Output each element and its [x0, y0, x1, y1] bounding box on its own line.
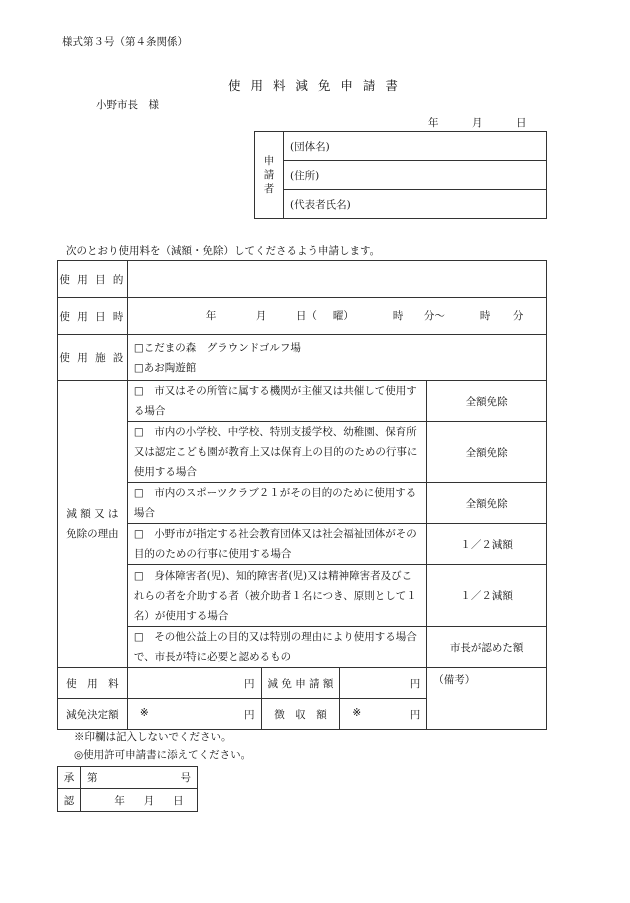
- addressee: 小野市長 様: [96, 99, 159, 111]
- exemption-amount-yen: 円: [409, 677, 421, 690]
- page-title: 使 用 料 減 免 申 請 書: [228, 78, 401, 93]
- dt-month: 月: [255, 310, 267, 322]
- approval-label-2: 認: [58, 789, 81, 812]
- decided-amount-mark: ※: [139, 706, 149, 719]
- collection-yen: 円: [409, 708, 421, 721]
- reason-item-4[interactable]: □ 小野市が指定する社会教育団体又は社会福祉団体がその目的のための行事に使用する場合: [127, 524, 426, 565]
- approval-day: 日: [173, 794, 184, 807]
- reason-label-line1: 減 額 又 は: [66, 508, 119, 520]
- approval-table: [57, 766, 198, 812]
- address-label: (住所): [290, 169, 320, 182]
- approval-no-prefix: 第: [87, 772, 98, 784]
- representative-field[interactable]: [284, 190, 547, 219]
- approval-date-field[interactable]: [81, 789, 198, 812]
- purpose-input[interactable]: [127, 261, 546, 298]
- reason-label-line2: 免除の理由: [66, 528, 119, 540]
- usage-fee-yen: 円: [244, 677, 255, 690]
- form-number: 様式第３号（第４条関係）: [62, 36, 188, 48]
- exemption-amount-input[interactable]: [340, 668, 427, 699]
- group-name-field[interactable]: [284, 132, 547, 161]
- decided-amount-input[interactable]: [127, 699, 261, 730]
- collection-label: 徴 収 額: [261, 699, 340, 730]
- dt-day: 日（: [295, 310, 317, 322]
- dt-min1: 分～: [423, 310, 445, 322]
- address-field[interactable]: [284, 161, 547, 190]
- reason-item-2[interactable]: □ 市内の小学校、中学校、特別支援学校、幼稚園、保育所又は認定こども園が教育上又は保育上の目的のための行事に使用する場合: [127, 422, 426, 483]
- dt-dow: 曜）: [332, 310, 354, 322]
- intro-text: 次のとおり使用料を（減額・免除）してくださるよう申請します。: [66, 245, 381, 257]
- facility-options: [127, 335, 546, 381]
- reason-result-1: 全額免除: [427, 381, 547, 422]
- reason-item-6[interactable]: □ その他公益上の目的又は特別の理由により使用する場合で、市長が特に必要と認めるもの: [127, 627, 426, 668]
- approval-month: 月: [143, 794, 155, 807]
- dt-year: 年: [205, 310, 217, 322]
- collection-mark: ※: [352, 706, 362, 719]
- reason-result-5: １／２減額: [427, 565, 547, 627]
- exemption-amount-label: 減 免 申 請 額: [261, 668, 340, 699]
- decided-amount-label: 減免決定額: [58, 699, 128, 730]
- representative-label: (代表者氏名): [290, 198, 351, 211]
- reason-label: [58, 381, 128, 668]
- dt-hour2: 時: [479, 310, 491, 322]
- approval-label-1: 承: [58, 767, 81, 789]
- dt-min2: 分: [512, 310, 524, 322]
- usage-fee-label: 使 用 料: [58, 668, 128, 699]
- purpose-label: 使 用 目 的: [58, 261, 128, 298]
- approval-year: 年: [114, 794, 125, 807]
- facility-option-ao[interactable]: □あお陶遊館: [133, 361, 197, 374]
- note-2: ◎使用許可申請書に添えてください。: [74, 749, 252, 761]
- note-1: ※印欄は記入しないでください。: [74, 731, 232, 743]
- main-table: [57, 260, 547, 730]
- approval-no-suffix: 号: [180, 772, 191, 784]
- facility-label: 使 用 施 設: [58, 335, 128, 381]
- applicant-table: [254, 131, 547, 219]
- decided-amount-yen: 円: [244, 708, 255, 721]
- remarks-label: （備考）: [433, 674, 476, 686]
- datetime-input[interactable]: [127, 298, 546, 335]
- reason-item-3[interactable]: □ 市内のスポーツクラブ２１がその目的のために使用する場合: [127, 483, 426, 524]
- date-day: 日: [516, 117, 527, 129]
- reason-result-6: 市長が認めた額: [427, 627, 547, 668]
- reason-item-1[interactable]: □ 市又はその所管に属する機関が主催又は共催して使用する場合: [127, 381, 426, 422]
- reason-result-3: 全額免除: [427, 483, 547, 524]
- approval-number-field[interactable]: [81, 767, 198, 789]
- usage-fee-input[interactable]: [127, 668, 261, 699]
- group-name-label: (団体名): [290, 140, 330, 153]
- facility-option-kodama[interactable]: □こだまの森 グラウンドゴルフ場: [133, 341, 301, 354]
- applicant-label: 申請者: [263, 155, 275, 195]
- date-month: 月: [472, 117, 483, 129]
- applicant-label-cell: [255, 132, 284, 219]
- remarks-field[interactable]: [427, 668, 547, 730]
- datetime-label: 使 用 日 時: [58, 298, 128, 335]
- reason-item-5[interactable]: □ 身体障害者(児)、知的障害者(児)又は精神障害者及びこれらの者を介助する者（被介助者１名につき、原則として１名）が使用する場合: [127, 565, 426, 627]
- reason-result-2: 全額免除: [427, 422, 547, 483]
- date-year: 年: [428, 117, 439, 129]
- collection-input[interactable]: [340, 699, 427, 730]
- dt-hour1: 時: [392, 310, 404, 322]
- reason-result-4: １／２減額: [427, 524, 547, 565]
